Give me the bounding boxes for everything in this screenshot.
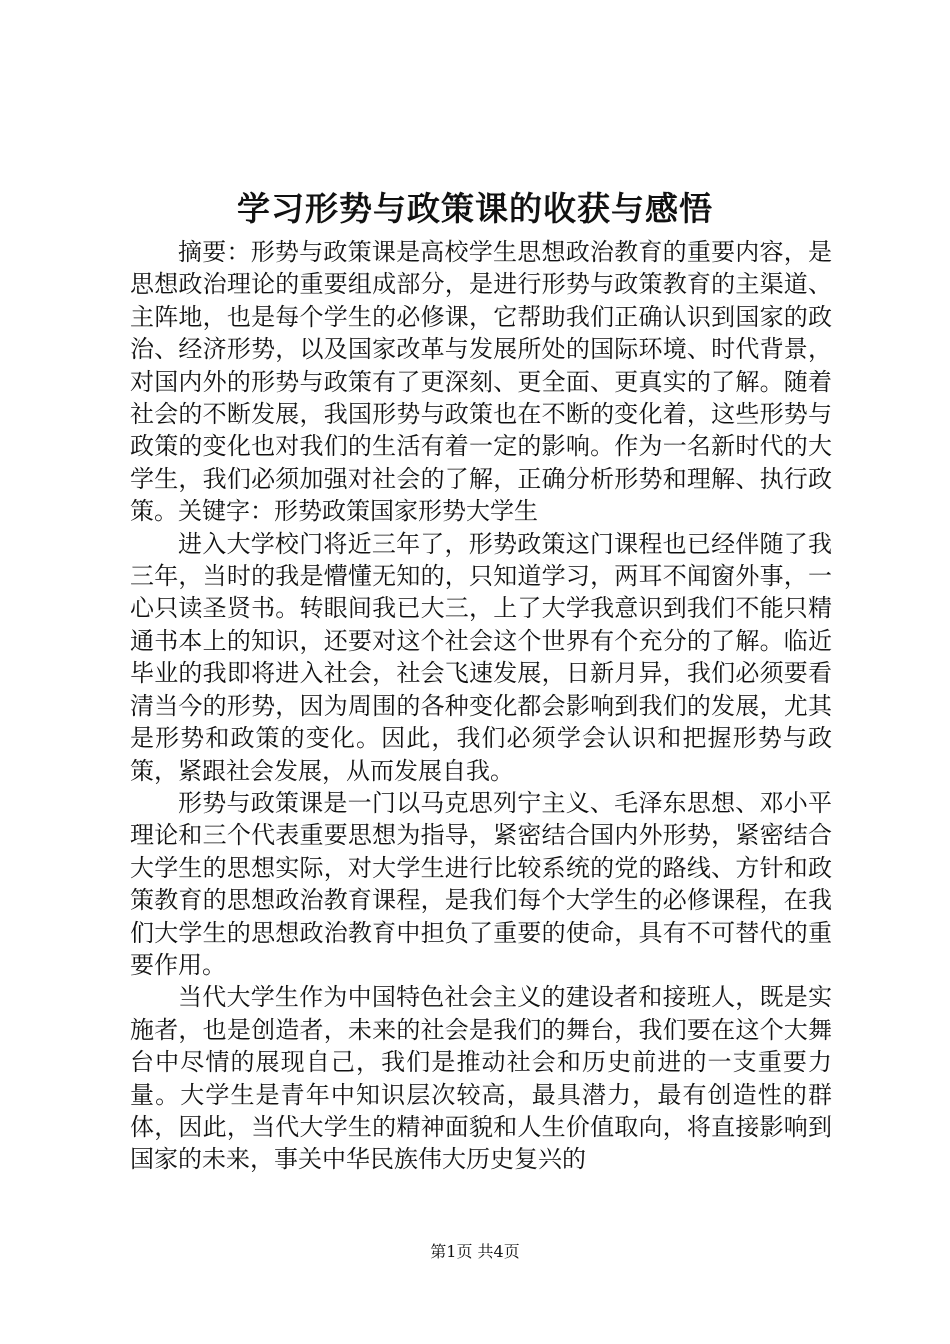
body-paragraph: 进入大学校门将近三年了，形势政策这门课程也已经伴随了我三年，当时的我是懵懂无知的，只知道学习，两耳不闻窗外事，一心只读圣贤书。转眼间我已大三，上了大学我意识到我们不能只精通书本上的知识，还要对这个社会这个世界有个充分的了解。临近毕业的我即将进入社会，社会飞速发展，日新月异，我们必须要看清当今的形势，因为周围的各种变化都会影响到我们的发展，尤其是形势和政策的变化。因此，我们必须学会认识和把握形势与政策，紧跟社会发展，从而发展自我。 [130, 529, 832, 785]
abstract-paragraph: 摘要：形势与政策课是高校学生思想政治教育的重要内容，是思想政治理论的重要组成部分，是进行形势与政策教育的主渠道、主阵地，也是每个学生的必修课，它帮助我们正确认识到国家的政治、经济形势，以及国家改革与发展所处的国际环境、时代背景，对国内外的形势与政策有了更深刻、更全面、更真实的了解。随着社会的不断发展，我国形势与政策也在不断的变化着，这些形势与政策的变化也对我们的生活有着一定的影响。作为一名新时代的大学生，我们必须加强对社会的了解，正确分析形势和理解、执行政策。关键字：形势政策国家形势大学生 [130, 238, 832, 526]
page-number-footer: 第1页 共4页 [430, 1242, 520, 1261]
document-title: 学习形势与政策课的收获与感悟 [237, 189, 713, 228]
body-paragraph: 形势与政策课是一门以马克思列宁主义、毛泽东思想、邓小平理论和三个代表重要思想为指导，紧密结合国内外形势，紧密结合大学生的思想实际，对大学生进行比较系统的党的路线、方针和政策教育的思想政治教育课程，是我们每个大学生的必修课程，在我们大学生的思想政治教育中担负了重要的使命，具有不可替代的重要作用。 [130, 788, 832, 979]
document-body [130, 236, 832, 1176]
body-paragraph: 当代大学生作为中国特色社会主义的建设者和接班人，既是实施者，也是创造者，未来的社会是我们的舞台，我们要在这个大舞台中尽情的展现自己，我们是推动社会和历史前进的一支重要力量。大学生是青年中知识层次较高，最具潜力，最有创造性的群体，因此，当代大学生的精神面貌和人生价值取向，将直接影响到国家的未来，事关中华民族伟大历史复兴的 [130, 983, 832, 1174]
